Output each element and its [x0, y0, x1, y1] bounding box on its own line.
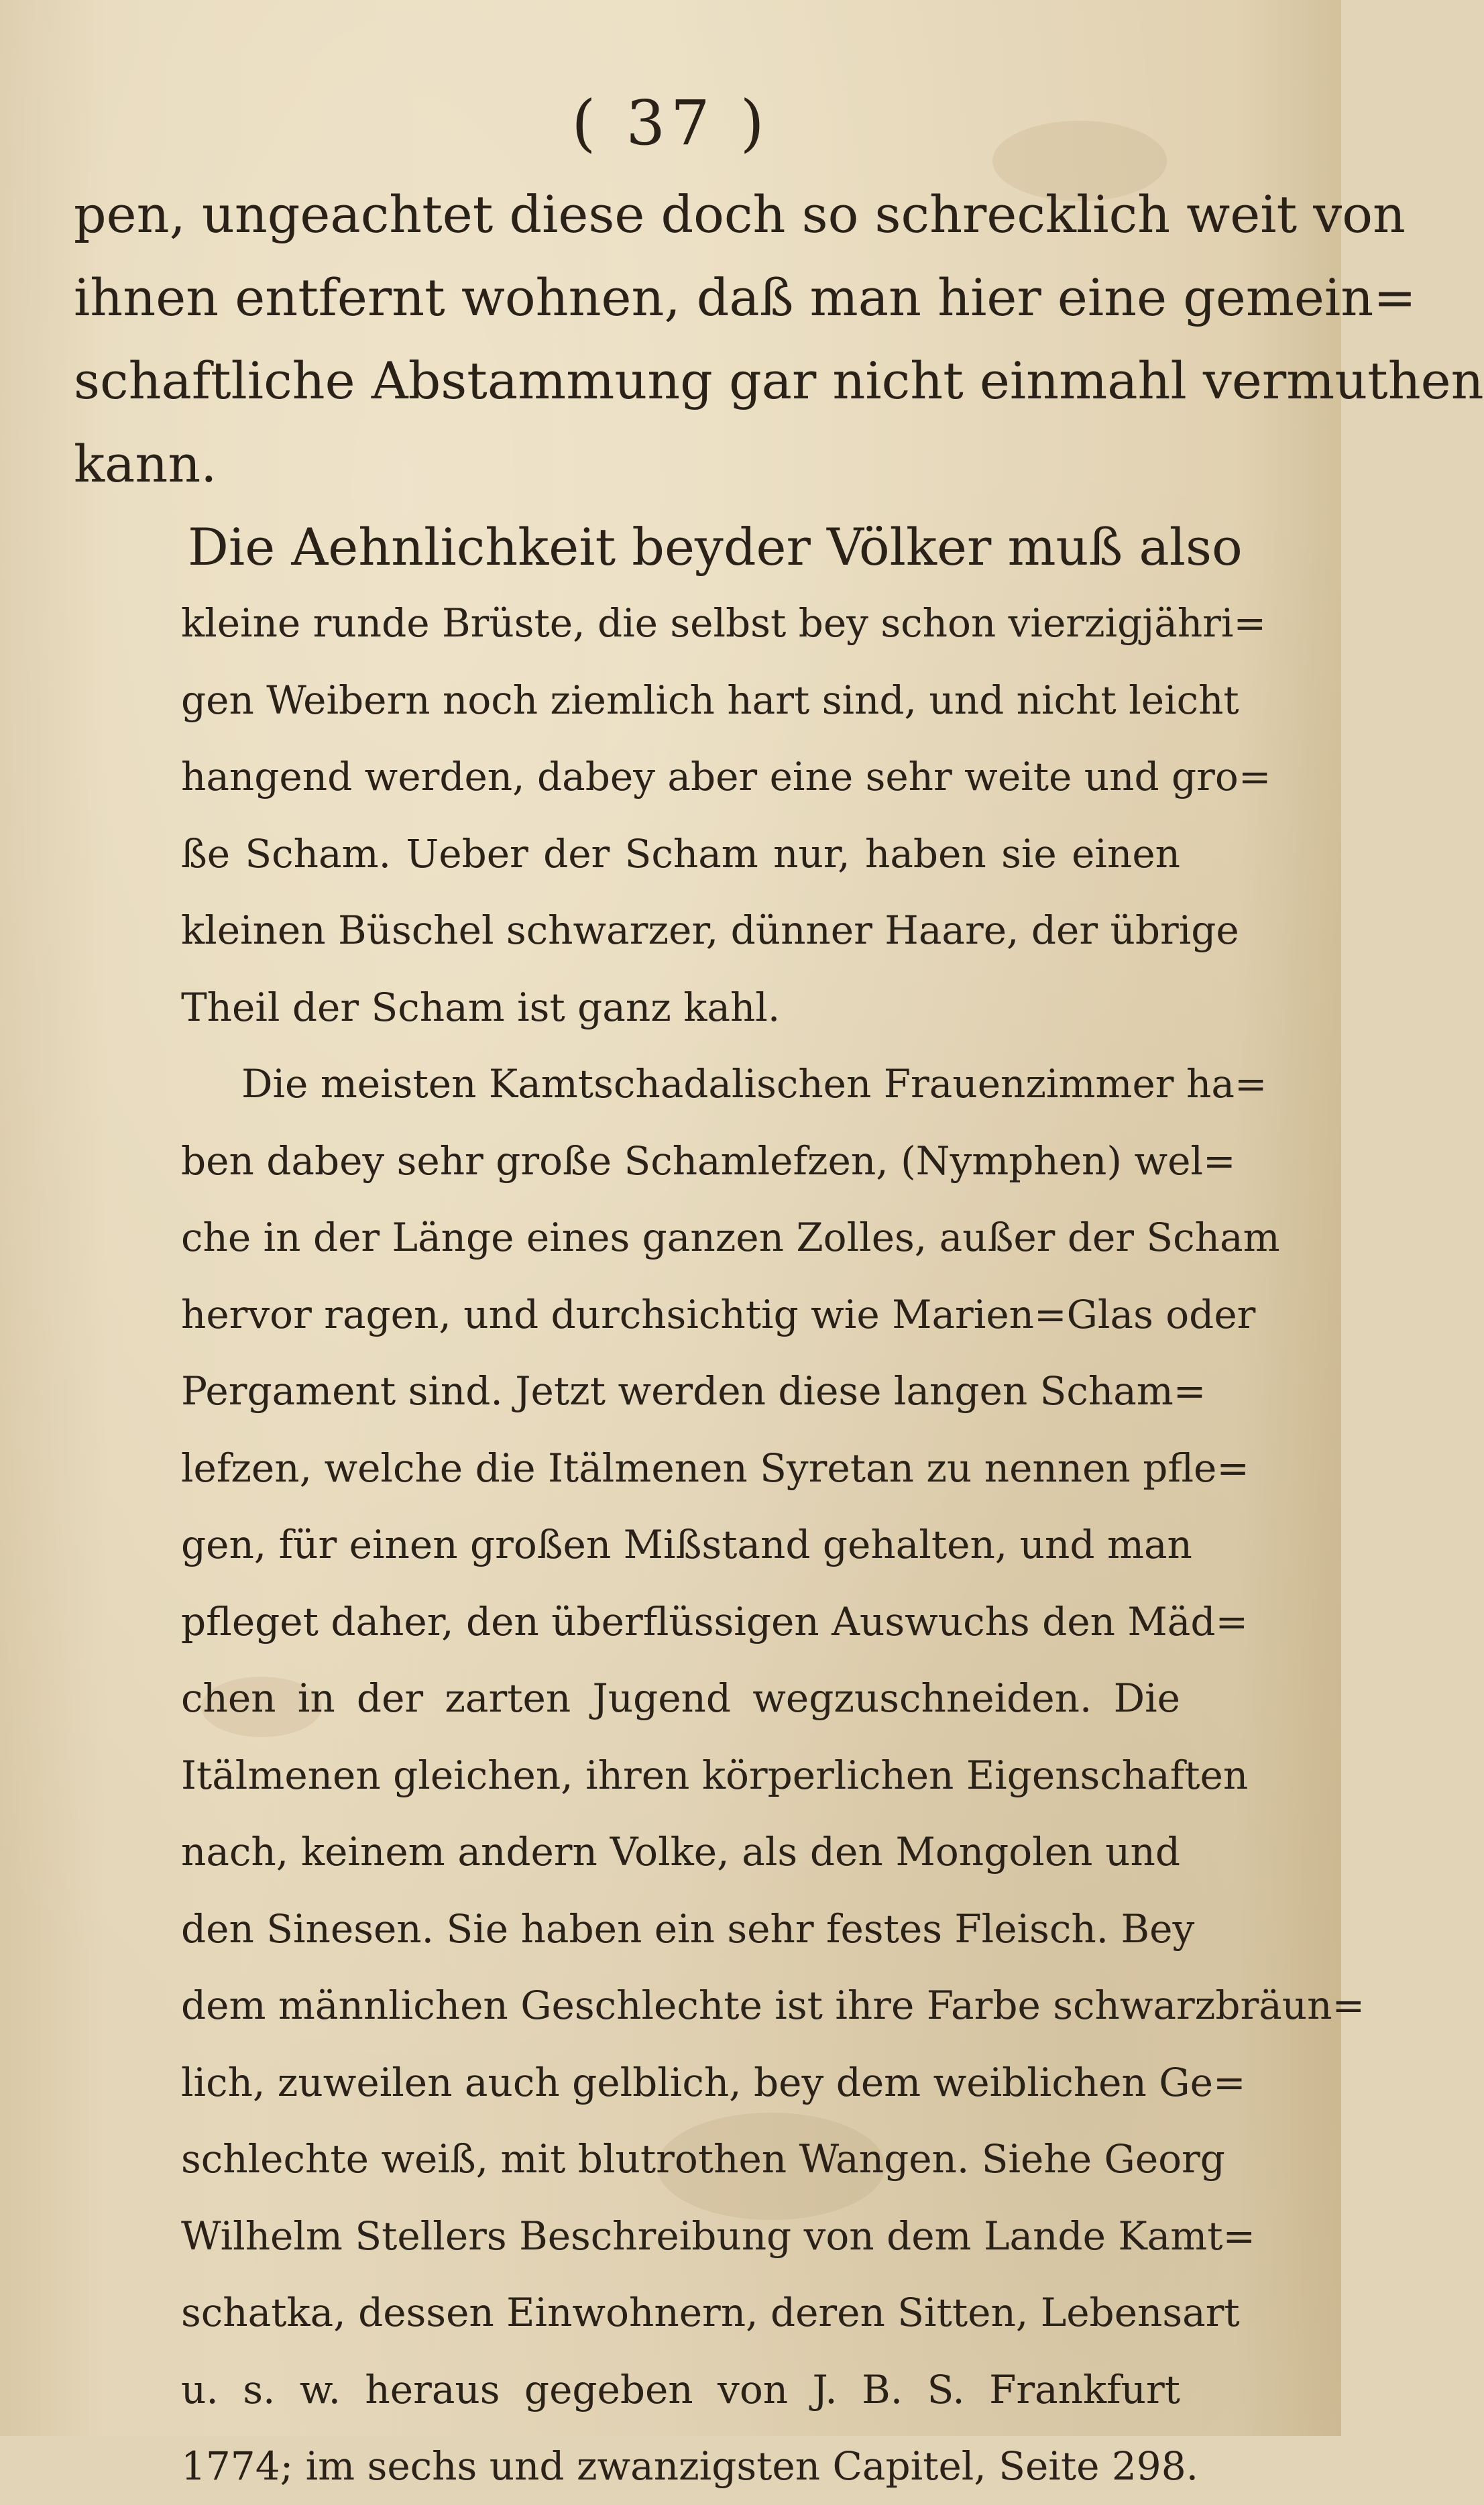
footnote-line: kleine runde Brüste, die selbst bey schon vierzigjähri= [181, 600, 1267, 646]
footnote-line: dem männlichen Geschlechte ist ihre Farbe schwarzbräun= [181, 1983, 1365, 2028]
footnote-line: schlechte weiß, mit blutrothen Wangen. Siehe Georg [181, 2136, 1225, 2182]
footnote-line: gen, für einen großen Mißstand gehalten, und man [181, 1522, 1192, 1567]
text-line: ihnen entfernt wohnen, daß man hier eine gemein= [74, 268, 1416, 327]
footnote-line: lefzen, welche die Itälmenen Syretan zu nennen pfle= [181, 1445, 1249, 1491]
footnote-line: hangend werden, dabey aber eine sehr weite und gro= [181, 754, 1271, 799]
footnote-line: pfleget daher, den überflüssigen Auswuchs den Mäd= [181, 1598, 1249, 1645]
footnote-line: che in der Länge eines ganzen Zolles, außer der Scham [181, 1215, 1280, 1260]
footnote-line: den Sinesen. Sie haben ein sehr festes Fleisch. Bey [181, 1905, 1195, 1952]
footnote-line: chen in der zarten Jugend wegzuschneiden. Die [181, 1675, 1180, 1721]
footnote [181, 585, 1365, 2505]
footnote-line: gen Weibern noch ziemlich hart sind, und nicht leicht [181, 677, 1239, 723]
footnote-line: ße Scham. Ueber der Scham nur, haben sie einen [181, 830, 1180, 877]
footnote-line: nach, keinem andern Volke, als den Mongolen und [181, 1829, 1180, 1875]
text-line: kann. [74, 434, 217, 494]
footnote-line: ben dabey sehr große Schamlefzen, (Nymphen) wel= [181, 1137, 1236, 1184]
page-number: ( 37 ) [571, 87, 770, 159]
text-line: Die Aehnlichkeit beyder Völker muß also [188, 517, 1243, 577]
footnote-line: lich, zuweilen auch gelblich, bey dem weiblichen Ge= [181, 2059, 1246, 2105]
text-line: pen, ungeachtet diese doch so schrecklich weit von [74, 184, 1406, 244]
footnote-line: schatka, dessen Einwohnern, deren Sitten, Lebensart [181, 2290, 1240, 2335]
footnote-line: hervor ragen, und durchsichtig wie Marien=Glas oder [181, 1291, 1256, 1337]
footnote-line: u. s. w. heraus gegeben von J. B. S. Frankfurt [181, 2366, 1180, 2412]
main-text [74, 173, 1484, 589]
footnote-line: Die meisten Kamtschadalischen Frauenzimmer ha= [241, 1061, 1267, 1107]
text-line: schaftliche Abstammung gar nicht einmahl vermuthen [74, 351, 1484, 410]
footnote-line: Pergament sind. Jetzt werden diese langen Scham= [181, 1368, 1206, 1414]
footnote-line: kleinen Büschel schwarzer, dünner Haare, der übrige [181, 907, 1239, 953]
footnote-line: Theil der Scham ist ganz kahl. [181, 984, 781, 1030]
footnote-line: Wilhelm Stellers Beschreibung von dem Lande Kamt= [181, 2213, 1256, 2259]
footnote-line: 1774; im sechs und zwanzigsten Capitel, Seite 298. [181, 2443, 1199, 2489]
footnote-line: Itälmenen gleichen, ihren körperlichen Eigenschaften [181, 1752, 1249, 1798]
